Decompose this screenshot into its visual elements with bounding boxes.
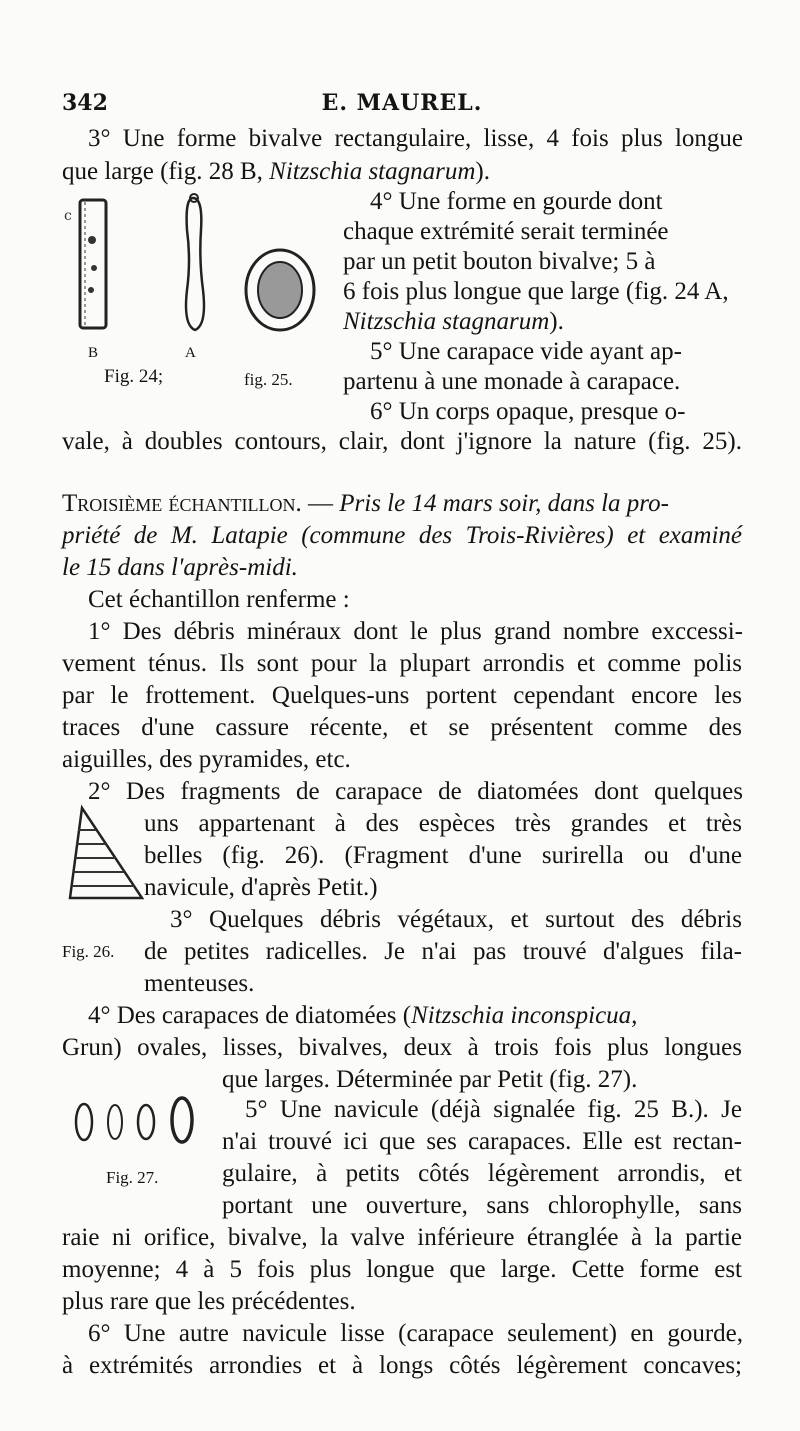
figure-25-drawing: [240, 245, 320, 335]
text-line: 3° Une forme bivalve rectangulaire, lisse, 4 fois plus longue: [88, 125, 743, 152]
text-line: priété de M. Latapie (commune des Trois-Rivières) et examiné: [62, 522, 742, 549]
section-heading: Troisième échantillon.: [62, 490, 302, 517]
text-span: ).: [549, 308, 564, 335]
text-line: 4° Une forme en gourde dont: [370, 188, 663, 215]
figure-26-drawing: [62, 800, 157, 905]
svg-text:c: c: [64, 208, 72, 224]
running-title: E. MAUREL.: [321, 90, 483, 116]
figure-24-b-drawing: [62, 190, 124, 340]
text-line: traces d'une cassure récente, et se présentent comme des: [62, 714, 742, 741]
text-line: de petites radicelles. Je n'ai pas trouvé d'algues fila-: [144, 938, 742, 965]
page-number: 342: [62, 90, 108, 116]
text-line: 1° Des débris minéraux dont le plus grand nombre exccessi-: [88, 618, 743, 645]
text-line: n'ai trouvé ici que ses carapaces. Elle est rectan-: [222, 1128, 742, 1155]
text-line: uns appartenant à des espèces très grandes et très: [144, 810, 742, 837]
text-line: 5° Une carapace vide ayant ap-: [370, 338, 682, 365]
text-line: vement ténus. Ils sont pour la plupart arrondis et comme polis: [62, 650, 742, 677]
text-line: gulaire, à petits côtés légèrement arrondis, et: [222, 1160, 742, 1187]
text-span: 4° Des carapaces de diatomées (: [88, 1002, 412, 1029]
text-line: portant une ouverture, sans chlorophylle, sans: [222, 1192, 742, 1219]
text-line: à extrémités arrondies et à longs côtés légèrement concaves;: [62, 1352, 742, 1379]
text-line: navicule, d'après Petit.): [144, 874, 378, 901]
text-line: raie ni orifice, bivalve, la valve inférieure étranglée à la partie: [62, 1224, 742, 1251]
fig25-caption: fig. 25.: [244, 370, 293, 389]
text-line: belles (fig. 26). (Fragment d'une surirella ou d'une: [144, 842, 742, 869]
text-line: aiguilles, des pyramides, etc.: [62, 746, 351, 773]
text-line: [88, 1000, 637, 1032]
text-line: plus rare que les précédentes.: [62, 1288, 356, 1315]
figure-27-drawing: [70, 1090, 205, 1150]
text-line: 6° Une autre navicule lisse (carapace seulement) en gourde,: [88, 1320, 743, 1347]
figure-24-a-drawing: [165, 190, 225, 340]
taxon-name: Nitzschia stagnarum: [269, 158, 476, 185]
fig24-b-label: B: [88, 345, 99, 361]
text-line: par le frottement. Quelques-uns portent cependant encore les: [62, 682, 742, 709]
text-line: 6° Un corps opaque, presque o-: [370, 398, 686, 425]
fig24-a-label: A: [185, 345, 196, 361]
running-header: [62, 90, 742, 120]
fig24-caption: Fig. 24;: [104, 366, 164, 387]
text-span: ).: [475, 158, 490, 185]
text-line: 3° Quelques débris végétaux, et surtout des débris: [170, 906, 742, 933]
text-line: menteuses.: [144, 970, 255, 997]
text-line: 2° Des fragments de carapace de diatomées dont quelques: [88, 778, 743, 805]
taxon-name: Nitzschia inconspicua,: [411, 1002, 638, 1029]
text-line: 5° Une navicule (déjà signalée fig. 25 B.). Je: [245, 1096, 742, 1123]
text-span: —: [301, 490, 340, 517]
text-line: moyenne; 4 à 5 fois plus longue que large. Cette forme est: [62, 1256, 742, 1283]
text-line: partenu à une monade à carapace.: [343, 368, 681, 395]
text-line: par un petit bouton bivalve; 5 à: [343, 248, 656, 275]
text-line: Cet échantillon renferme :: [88, 586, 350, 613]
text-line: [62, 156, 490, 188]
text-span: que large (fig. 28 B,: [62, 158, 270, 185]
text-line: [343, 306, 564, 338]
text-line: chaque extrémité serait terminée: [343, 218, 669, 245]
text-line: Grun) ovales, lisses, bivalves, deux à trois fois plus longues: [62, 1034, 742, 1061]
text-span: Pris le 14 mars soir, dans la pro-: [339, 490, 669, 517]
fig27-caption: Fig. 27.: [106, 1168, 159, 1187]
text-line: vale, à doubles contours, clair, dont j'ignore la nature (fig. 25).: [62, 428, 742, 455]
text-line: 6 fois plus longue que large (fig. 24 A,: [343, 278, 729, 305]
fig26-caption: Fig. 26.: [62, 942, 115, 961]
text-line: le 15 dans l'après-midi.: [62, 554, 298, 581]
taxon-name: Nitzschia stagnarum: [343, 308, 550, 335]
section-heading-line: [62, 488, 669, 520]
text-line: que larges. Déterminée par Petit (fig. 27).: [222, 1066, 638, 1093]
